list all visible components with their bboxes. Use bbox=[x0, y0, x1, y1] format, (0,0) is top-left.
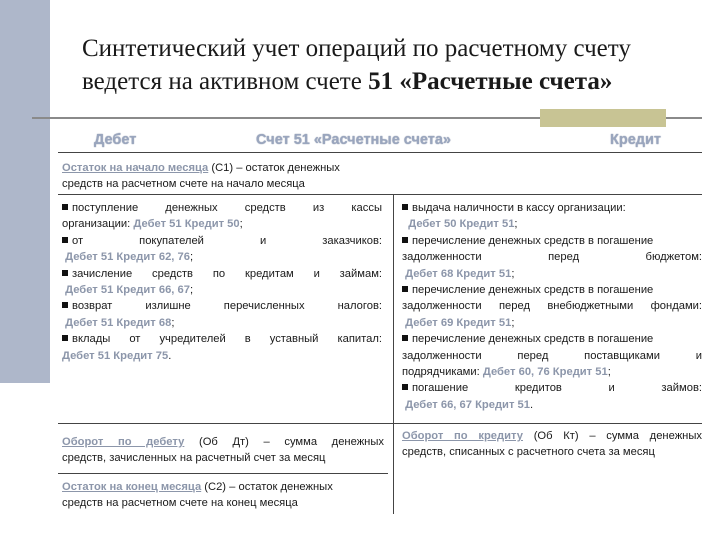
debit-entry-5-text: вклады от учредителей в уставный капитал: bbox=[72, 333, 382, 346]
debit-entry-4-text: возврат излишне перечисленных налогов: bbox=[72, 300, 382, 313]
title-line-1: Синтетический учет операций по расчетному счету bbox=[82, 35, 631, 62]
debit-entry-3-text: зачисление средств по кредитам и займам: bbox=[72, 267, 382, 280]
closing-line-2: средств на расчетном счете на конец месяца bbox=[62, 497, 298, 510]
credit-entry-2 bbox=[402, 233, 702, 249]
table-top-line bbox=[58, 152, 702, 153]
credit-entry-1-account: Дебет 50 Кредит 51 bbox=[408, 218, 515, 231]
debit-entry-4 bbox=[62, 298, 382, 314]
opening-balance bbox=[62, 160, 388, 193]
debit-header: Дебет bbox=[94, 132, 137, 148]
punct: ; bbox=[514, 218, 518, 231]
debit-entries bbox=[62, 200, 382, 364]
credit-entry-5-account-line bbox=[402, 397, 702, 413]
credit-entry-5-account: Дебет 66, 67 Кредит 51 bbox=[405, 398, 530, 411]
turnover-debit-term: Оборот по дебету bbox=[62, 436, 185, 448]
credit-entry-2-text: перечисление денежных средств в погашение bbox=[412, 234, 654, 247]
bullet-icon bbox=[402, 237, 408, 243]
bullet-icon bbox=[402, 204, 408, 210]
credit-entry-2-account-line bbox=[402, 266, 702, 282]
closing-balance bbox=[62, 479, 388, 512]
turnover-credit-term: Оборот по кредиту bbox=[402, 430, 523, 442]
turnover-separator bbox=[58, 423, 702, 424]
punct: ; bbox=[189, 284, 194, 297]
turnover-debit bbox=[62, 434, 384, 467]
debit-entry-4-account: Дебет 51 Кредит 68 bbox=[65, 316, 172, 329]
opening-term: Остаток на начало месяца bbox=[62, 162, 209, 174]
debit-entry-5-account-line bbox=[62, 348, 382, 364]
punct: . bbox=[529, 398, 534, 411]
bullet-icon bbox=[62, 237, 68, 243]
punct: . bbox=[168, 349, 172, 362]
slide-title bbox=[82, 32, 702, 98]
credit-entry-3-text: перечисление денежных средств в погашение bbox=[412, 284, 654, 297]
closing-line-1 bbox=[62, 479, 388, 495]
debit-entry-1-account: Дебет 51 Кредит 50 bbox=[133, 218, 240, 231]
title-line-2 bbox=[82, 65, 702, 98]
credit-entry-1-text: выдача наличности в кассу организации: bbox=[412, 202, 626, 214]
debit-entry-2-account: Дебет 51 Кредит 62, 76 bbox=[65, 251, 190, 264]
credit-entry-3 bbox=[402, 282, 702, 298]
bullet-icon bbox=[402, 335, 408, 341]
punct: ; bbox=[607, 366, 611, 379]
closing-rest: (С2) – остаток денежных bbox=[201, 481, 333, 493]
credit-entry-3-account: Дебет 69 Кредит 51 bbox=[405, 316, 512, 329]
punct: ; bbox=[511, 316, 515, 329]
credit-entry-4-account-line bbox=[402, 364, 702, 380]
punct: ; bbox=[189, 251, 194, 264]
credit-entry-2-account: Дебет 68 Кредит 51 bbox=[405, 267, 512, 280]
bullet-icon bbox=[62, 270, 68, 276]
debit-entry-1 bbox=[62, 200, 382, 216]
bullet-icon bbox=[402, 384, 408, 390]
credit-entry-2-text-2: задолженности перед бюджетом: bbox=[402, 251, 702, 264]
opening-separator bbox=[58, 194, 702, 195]
opening-line-1 bbox=[62, 160, 388, 176]
punct: ; bbox=[511, 267, 515, 280]
debit-entry-1-text: поступление денежных средств из кассы bbox=[72, 202, 382, 214]
credit-entry-3-text-2: задолженности перед внебюджетными фондами: bbox=[402, 300, 702, 313]
bullet-icon bbox=[62, 302, 68, 308]
credit-entry-4 bbox=[402, 331, 702, 347]
credit-entry-1 bbox=[402, 200, 702, 216]
debit-entry-4-account-line bbox=[62, 315, 382, 331]
turnover-credit-line-1 bbox=[402, 428, 702, 444]
debit-entry-2 bbox=[62, 233, 382, 249]
debit-entry-3-account: Дебет 51 Кредит 66, 67 bbox=[65, 284, 190, 297]
account-header: Счет 51 «Расчетные счета» bbox=[256, 132, 451, 148]
title-line-2-plain: ведется на активном счете bbox=[82, 68, 369, 95]
opening-rest: (С1) – остаток денежных bbox=[208, 162, 340, 174]
turnover-credit-rest: (Об Кт) – сумма денежных bbox=[522, 430, 702, 442]
turnover-debit-rest: (Об Дт) – сумма денежных bbox=[184, 436, 384, 448]
debit-entry-1-text-2: организации: bbox=[62, 218, 134, 231]
credit-header: Кредит bbox=[610, 132, 661, 148]
credit-entry-4-account: Дебет 60, 76 Кредит 51 bbox=[482, 366, 608, 379]
closing-separator bbox=[58, 473, 388, 474]
debit-entry-5 bbox=[62, 331, 382, 347]
turnover-debit-line-2: средств, зачисленных на расчетный счет за месяц bbox=[62, 452, 326, 465]
closing-term: Остаток на конец месяца bbox=[62, 481, 202, 493]
left-decor-bar bbox=[0, 0, 50, 383]
credit-entry-5-text: погашение кредитов и займов: bbox=[412, 382, 702, 395]
opening-line-2: средств на расчетном счете на начало месяца bbox=[62, 178, 305, 191]
bullet-icon bbox=[402, 286, 408, 292]
title-line-2-bold: 51 «Расчетные счета» bbox=[368, 68, 613, 95]
turnover-credit-line-2: средств, списанных с расчетного счета за месяц bbox=[402, 446, 655, 459]
credit-entry-5 bbox=[402, 380, 702, 396]
turnover-credit bbox=[402, 428, 702, 461]
debit-entry-3-account-line bbox=[62, 282, 382, 298]
punct: ; bbox=[239, 218, 243, 231]
debit-entry-2-account-line bbox=[62, 249, 382, 265]
center-divider bbox=[393, 194, 394, 514]
turnover-debit-line-1 bbox=[62, 434, 384, 450]
credit-entries bbox=[402, 200, 702, 413]
credit-entry-4-text-2: задолженности перед поставщиками и bbox=[402, 349, 702, 362]
bullet-icon bbox=[62, 204, 68, 210]
credit-entry-4-text-3: подрядчиками: bbox=[402, 366, 483, 379]
debit-entry-5-account: Дебет 51 Кредит 75 bbox=[62, 349, 169, 362]
accent-block bbox=[540, 109, 666, 127]
bullet-icon bbox=[62, 335, 68, 341]
debit-entry-2-text: от покупателей и заказчиков: bbox=[72, 234, 382, 247]
credit-entry-4-text: перечисление денежных средств в погашение bbox=[412, 333, 654, 346]
credit-entry-3-account-line bbox=[402, 315, 702, 331]
credit-entry-1-account-line bbox=[402, 216, 702, 232]
debit-entry-3 bbox=[62, 266, 382, 282]
debit-entry-1-account-line bbox=[62, 216, 382, 232]
punct: ; bbox=[171, 316, 175, 329]
